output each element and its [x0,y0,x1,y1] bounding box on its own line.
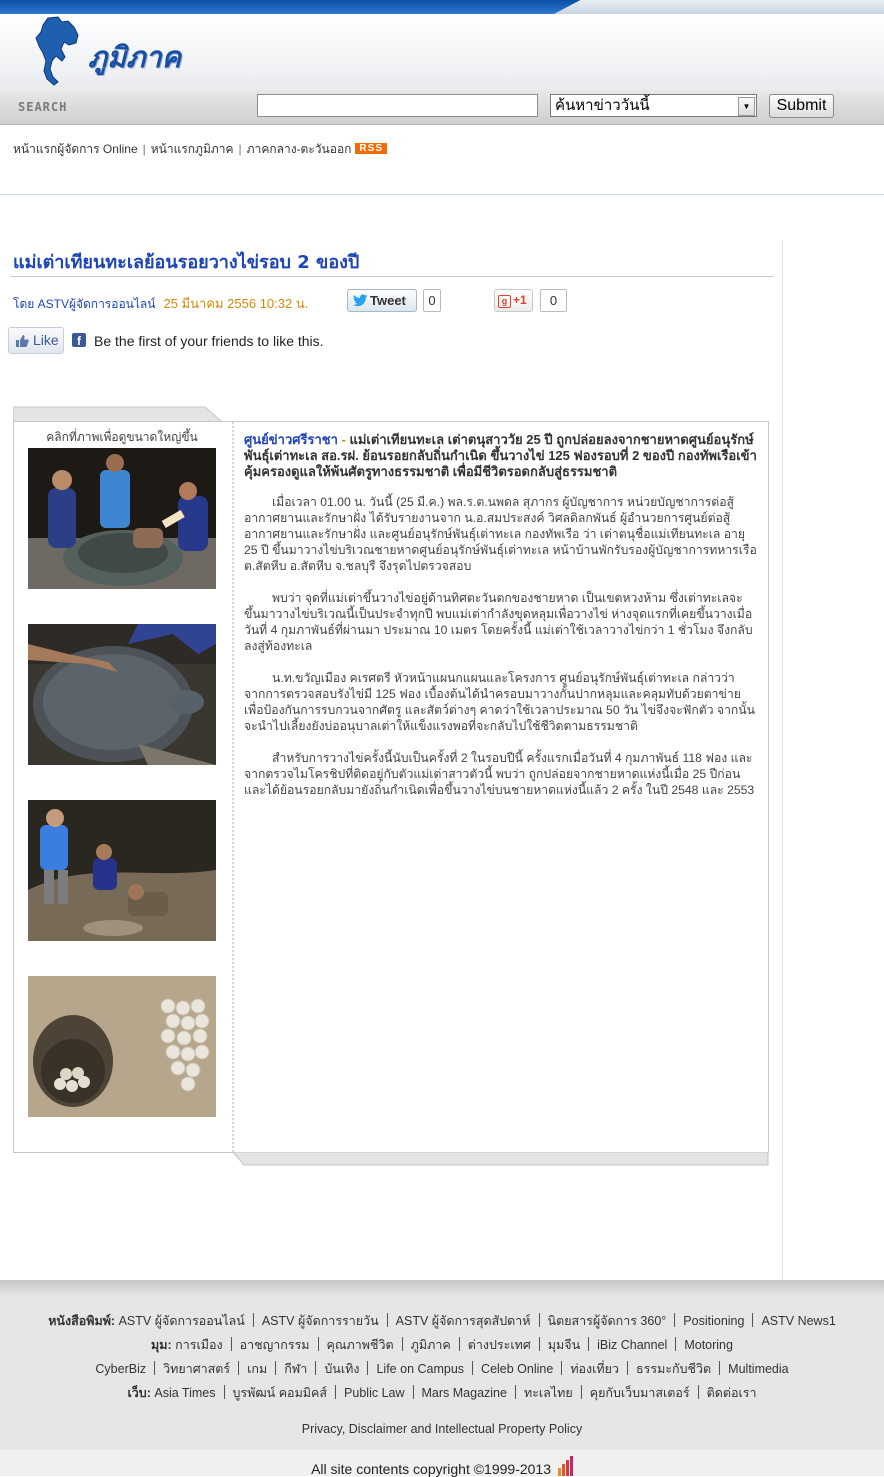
footer-link[interactable]: กีฬา [284,1362,308,1376]
tweet-count: 0 [423,289,441,312]
footer-link[interactable]: Mars Magazine [421,1386,507,1400]
copyright-text: All site contents copyright ©1999-2013 [311,1461,551,1477]
photo-turtle-with-officers[interactable] [28,448,216,589]
sidebar-rule [782,240,783,1280]
footer-label: มุม: [151,1338,172,1352]
tweet-button[interactable] [347,289,417,312]
search-scope-select[interactable] [550,94,757,117]
footer-link[interactable]: นิตยสารผู้จัดการ 360° [547,1314,667,1328]
footer-link[interactable]: บันเทิง [324,1362,360,1376]
search-input[interactable] [257,94,538,117]
footer-link[interactable]: ธรรมะกับชีวิต [636,1362,712,1376]
publish-date: 25 มีนาคม 2556 10:32 น. [163,296,309,311]
footer-link[interactable]: Public Law [344,1386,405,1400]
footer-label: หนังสือพิมพ์: [48,1314,116,1328]
gplus-count: 0 [540,289,567,312]
footer-link[interactable]: CyberBiz [95,1362,147,1376]
thailand-map-icon[interactable] [34,16,80,86]
article-paragraph: สำหรับการวางไข่ครั้งนี้นับเป็นครั้งที่ 2 ในรอบปีนี้ ครั้งแรกเมื่อวันที่ 4 กุมภาพันธ์ 118 ฟอง และจากตรวจไมโครชิปที่ติดอยู่กับตัวแม่เต่าสาวตัวนี้ พบว่า ถูกปล่อยจากชายหาดแห่งนี้เมื่อ 25 ปีก่อน และได้ย้อนรอยกลับมายังถิ่นกำเนิดเพื่อขึ้นวางไข่บนชายหาดแห่งนี้แล้ว 2 ครั้ง ในปี 2548 และ 2553 [244,751,755,797]
twitter-bird-icon [353,294,368,307]
footer-link[interactable]: บูรพัฒน์ คอมมิคส์ [232,1386,328,1400]
like-label: Like [33,332,59,348]
tweet-label: Tweet [370,293,406,308]
box-tab-top [13,406,222,422]
footer-row-newspapers [0,1311,884,1331]
title-divider [10,276,774,277]
footer-link[interactable]: ASTV ผู้จัดการสุดสัปดาห์ [395,1314,531,1328]
article-title: แม่เต่าเทียนทะเลย้อนรอยวางไข่รอบ 2 ของปี [13,252,360,273]
thumbs-up-icon [15,334,29,347]
gplus-label: +1 [513,293,527,307]
author: โดย ASTVผู้จัดการออนไลน์ [13,297,156,311]
image-caption: คลิกที่ภาพเพื่อดูขนาดใหญ่ขึ้น [46,430,198,444]
footer-link[interactable]: เกม [247,1362,268,1376]
photo-turtle-eggs[interactable] [28,976,216,1117]
breadcrumb-link-manager-online[interactable]: หน้าแรกผู้จัดการ Online [13,142,138,156]
breadcrumb: หน้าแรกผู้จัดการ Online | หน้าแรกภูมิภาค | ภาคกลาง-ตะวันออก RSS [13,140,387,159]
footer-shadow [0,1280,884,1296]
footer-link[interactable]: ท่องเที่ยว [570,1362,620,1376]
footer-link[interactable]: Asia Times [154,1386,216,1400]
footer-link[interactable]: การเมือง [175,1338,223,1352]
like-social-text: Be the first of your friends to like this. [94,333,324,349]
site-stats-icon [557,1456,573,1476]
footer-link[interactable]: Positioning [683,1314,745,1328]
footer-link[interactable]: ทะเลไทย [523,1386,573,1400]
footer-link[interactable]: อาชญากรรม [239,1338,310,1352]
facebook-icon: f [72,333,86,347]
top-strip [0,0,884,14]
footer-link[interactable]: Celeb Online [481,1362,554,1376]
column-divider [232,422,235,1152]
article-paragraph: เมื่อเวลา 01.00 น. วันนี้ (25 มี.ค.) พล.ร.ต.นพดล สุภากร ผู้บัญชาการ หน่วยบัญชาการต่อสู้อากาศยานและรักษาฝั่ง ได้รับรายงานจาก น.อ.สมประสงค์ วิศลดิลกพันธ์ ผู้อำนวยการศูนย์ต่อสู้อากาศยานและรักษาฝั่ง และศูนย์อนุรักษ์พันธุ์เต่าทะเล กองทัพเรือ ว่า เต่าตนุชื่อแม่เทียนทะเล อายุ 25 ปี ขึ้นมาวางไข่บริเวณชายหาดศูนย์อนุรักษ์พันธุ์เต่าทะเล หน้าบ้านพักรับรองผู้บัญชาการทหารเรือ ต.สัตหีบ อ.สัตหีบ จ.ชลบุรี จึงรุดไปตรวจสอบ [244,495,757,573]
search-label: SEARCH [18,100,68,114]
photo-turtle-closeup[interactable] [28,624,216,765]
site-logo-text[interactable]: ภูมิภาค [88,40,182,74]
breadcrumb-link-central-east[interactable]: ภาคกลาง-ตะวันออก [246,142,352,156]
footer-link[interactable]: ภูมิภาค [410,1338,451,1352]
google-plus-one-button[interactable] [494,289,533,312]
footer-row-webs [0,1383,884,1403]
footer-link[interactable]: ASTV ผู้จัดการออนไลน์ [118,1314,245,1328]
footer-row-sections-2 [0,1359,884,1379]
footer-link[interactable]: วิทยาศาสตร์ [163,1362,231,1376]
article-paragraph: พบว่า จุดที่แม่เต่าขึ้นวางไข่อยู่ด้านทิศตะวันตกของชายหาด เป็นเขตหวงห้าม ซึ่งเต่าทะเลจะขึ้นมาวางไข่บริเวณนี้เป็นประจำทุกปี พบแม่เต่ากำลังขุดหลุมเพื่อวางไข่ ห่างจุดแรกที่เคยขึ้นวางเมื่อวันที่ 4 กุมภาพันธ์ที่ผ่านมา ประมาณ 10 เมตร โดยครั้งนี้ แม่เต่าใช้เวลาวางไข่กว่า 1 ชั่วโมง จึงกลับลงสู่ท้องทะเล [244,591,753,653]
lead-text: แม่เต่าเทียนทะเล เต่าตนุสาววัย 25 ปี ถูกปล่อยลงจากชายหาดศูนย์อนุรักษ์พันธุ์เต่าทะเล สอ.รฝ. ย้อนรอยกลับถิ่นกำเนิด ขึ้นวางไข่ 125 ฟองรอบที่ 2 ของปี กองทัพเรือเข้าคุ้มครองดูแลให้พ้นศัตรูทางธรรมชาติ เพื่อมีชีวิตรอดกลับสู่ธรรมชาติ [244,432,757,479]
photo-officers-at-nest[interactable] [28,800,216,941]
footer-link[interactable]: Multimedia [728,1362,789,1376]
byline [13,293,308,314]
copyright-row [0,1456,884,1477]
news-source-link[interactable]: ศูนย์ข่าวศรีราชา [244,432,338,447]
footer-link[interactable]: ติดต่อเรา [706,1386,757,1400]
facebook-like-button[interactable] [8,327,64,354]
divider [0,194,884,195]
submit-button[interactable]: Submit [769,94,834,118]
footer-link[interactable]: iBiz Channel [597,1338,668,1352]
box-tab-bottom [232,1152,769,1166]
footer-link[interactable]: ต่างประเทศ [467,1338,531,1352]
footer-link[interactable]: Life on Campus [376,1362,465,1376]
privacy-policy-link[interactable]: Privacy, Disclaimer and Intellectual Property Policy [301,1422,583,1436]
footer-link[interactable]: มุมจีน [547,1338,581,1352]
search-scope-value: ค้นหาข่าววันนี้ [555,97,650,114]
footer-link[interactable]: ASTV ผู้จัดการรายวัน [261,1314,379,1328]
footer-label: เว็บ: [127,1386,151,1400]
article-paragraph: น.ท.ขวัญเมือง คเรศตรี หัวหน้าแผนกแผนและโครงการ ศูนย์อนุรักษ์พันธุ์เต่าทะเล กล่าวว่า จากการตรวจสอบรังไข่มี 125 ฟอง เบื้องต้นได้นำครอบมาวางกั้นปากหลุมและคลุมทับด้วยตาข่ายเพื่อป้องกันการรบกวนจากศัตรู และสัตว์ต่างๆ คาดว่าใช้เวลาประมาณ 50 วัน ไข่จึงจะฟักตัว จากนั้นจะนำไปเลี้ยงยังบ่ออนุบาลเต่าให้แข็งแรงพอที่จะกลับไปใช้ชีวิตตามธรรมชาติ [244,671,755,733]
breadcrumb-link-region[interactable]: หน้าแรกภูมิภาค [150,142,234,156]
footer-link[interactable]: คุณภาพชีวิต [326,1338,394,1352]
article-lead: ศูนย์ข่าวศรีราชา - แม่เต่าเทียนทะเล เต่าตนุสาววัย 25 ปี ถูกปล่อยลงจากชายหาดศูนย์อนุรักษ์พันธุ์เต่าทะเล สอ.รฝ. ย้อนรอยกลับถิ่นกำเนิด ขึ้นวางไข่ 125 ฟองรอบที่ 2 ของปี กองทัพเรือเข้าคุ้มครองดูแลให้พ้นศัตรูทางธรรมชาติ เพื่อมีชีวิตรอดกลับสู่ธรรมชาติ [244,432,757,479]
footer-row-sections [0,1335,884,1355]
footer-link[interactable]: คุยกับเว็บมาสเตอร์ [589,1386,690,1400]
chevron-down-icon[interactable]: ▼ [738,97,755,116]
rss-badge[interactable]: RSS [355,143,387,154]
footer-link[interactable]: ASTV News1 [761,1314,836,1328]
google-icon: g [498,295,511,308]
footer-link[interactable]: Motoring [684,1338,733,1352]
